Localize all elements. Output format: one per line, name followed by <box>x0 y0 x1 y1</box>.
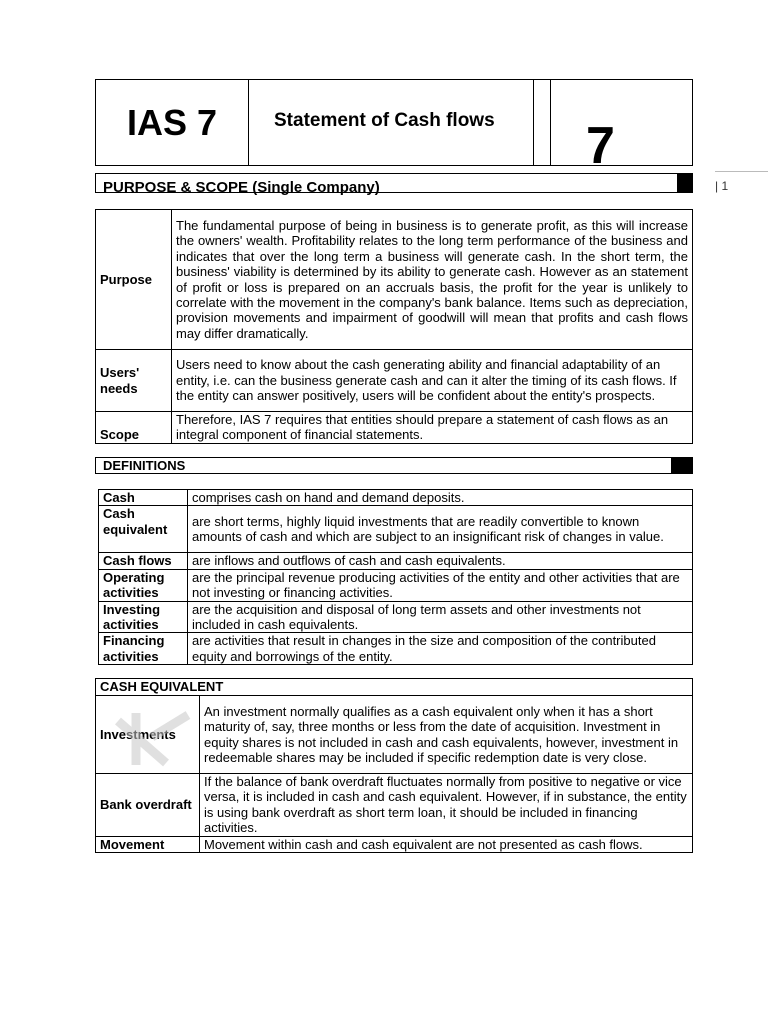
purpose-scope-table <box>95 209 693 444</box>
definition: are the acquisition and disposal of long term assets and other investments not included in cash equivalents. <box>188 601 693 633</box>
standard-code: IAS 7 <box>96 80 249 165</box>
row-label: Users' needs <box>96 350 172 412</box>
table-row <box>96 350 693 412</box>
definition: are activities that result in changes in the size and composition of the contributed equity and borrowings of the entity. <box>188 633 693 665</box>
page-number: | 1 <box>715 179 729 193</box>
table-row <box>99 633 693 665</box>
table-row <box>99 569 693 601</box>
header-spacer <box>534 80 551 165</box>
definition: comprises cash on hand and demand deposits. <box>188 490 693 506</box>
header-number-cell <box>551 80 692 165</box>
table-row <box>96 774 693 837</box>
description: Movement within cash and cash equivalent are not presented as cash flows. <box>200 836 693 852</box>
row-label: Scope <box>96 412 172 444</box>
table-row <box>99 553 693 569</box>
row-text: Users need to know about the cash generating ability and financial adaptability of an entity, i.e. can the business generate cash and can it alter the timing of its cash flows. If the entity can answer positively, users will be confident about the entity's prospects. <box>172 350 693 412</box>
watermark-logo-icon <box>108 707 198 771</box>
term: Financing activities <box>99 633 188 665</box>
term: Bank overdraft <box>96 774 200 837</box>
definitions-table <box>98 489 693 665</box>
term: Cash flows <box>99 553 188 569</box>
purpose-scope-heading: PURPOSE & SCOPE (Single Company) <box>103 179 380 196</box>
term: Cash <box>99 490 188 506</box>
table-row <box>96 836 693 852</box>
term: Cash equivalent <box>99 506 188 553</box>
term: Movement <box>96 836 200 852</box>
definitions-heading: DEFINITIONS <box>103 458 186 473</box>
term: Operating activities <box>99 569 188 601</box>
row-text: Therefore, IAS 7 requires that entities should prepare a statement of cash flows as an integral component of financial statements. <box>172 412 693 444</box>
cash-equivalent-heading: CASH EQUIVALENT <box>96 679 693 696</box>
table-row <box>99 601 693 633</box>
page-number-rule <box>715 171 768 172</box>
row-text: The fundamental purpose of being in business is to generate profit, as this will increase the owners' wealth. Profitability relates to the long term performance of the business and indicates that over the long term a business will generate cash. In the short term, the business' viability is determined by its ability to generate cash. However as an statement of profit or loss is prepared on an accruals basis, the profit for the year is unlikely to correlate with the movement in the company's bank balance. Items such as depreciation, provision movements and impairment of goodwill will mean that profits and cash flows may differ dramatically. <box>172 210 693 350</box>
heading-bar-marker <box>677 174 692 192</box>
purpose-scope-heading-bar <box>95 173 693 196</box>
definition: are the principal revenue producing activities of the entity and other activities that are not investing or financing activities. <box>188 569 693 601</box>
definitions-heading-bar <box>95 457 693 474</box>
definition: are inflows and outflows of cash and cash equivalents. <box>188 553 693 569</box>
row-label: Purpose <box>96 210 172 350</box>
term: Investments <box>96 696 200 774</box>
table-row <box>96 412 693 444</box>
table-row <box>99 506 693 553</box>
description: An investment normally qualifies as a cash equivalent only when it has a short maturity of, say, three months or less from the date of acquisition. Investment in equity shares is not included in cash and cash equivalents, however, investment in redeemable shares may be included if specific redemption date is very close. <box>200 696 693 774</box>
table-row <box>96 210 693 350</box>
table-heading-row <box>96 679 693 696</box>
document-title: Statement of Cash flows <box>249 80 534 165</box>
heading-bar-marker <box>671 458 692 473</box>
description: If the balance of bank overdraft fluctuates normally from positive to negative or vice versa, it is included in cash and cash equivalent. However, if in substance, the entity is using bank overdraft as short term loan, it should be included in financing activities. <box>200 774 693 837</box>
chapter-number: 7 <box>586 117 615 175</box>
definition: are short terms, highly liquid investments that are readily convertible to known amounts of cash and which are subject to an insignificant risk of changes in value. <box>188 506 693 553</box>
term: Investing activities <box>99 601 188 633</box>
table-row <box>99 490 693 506</box>
